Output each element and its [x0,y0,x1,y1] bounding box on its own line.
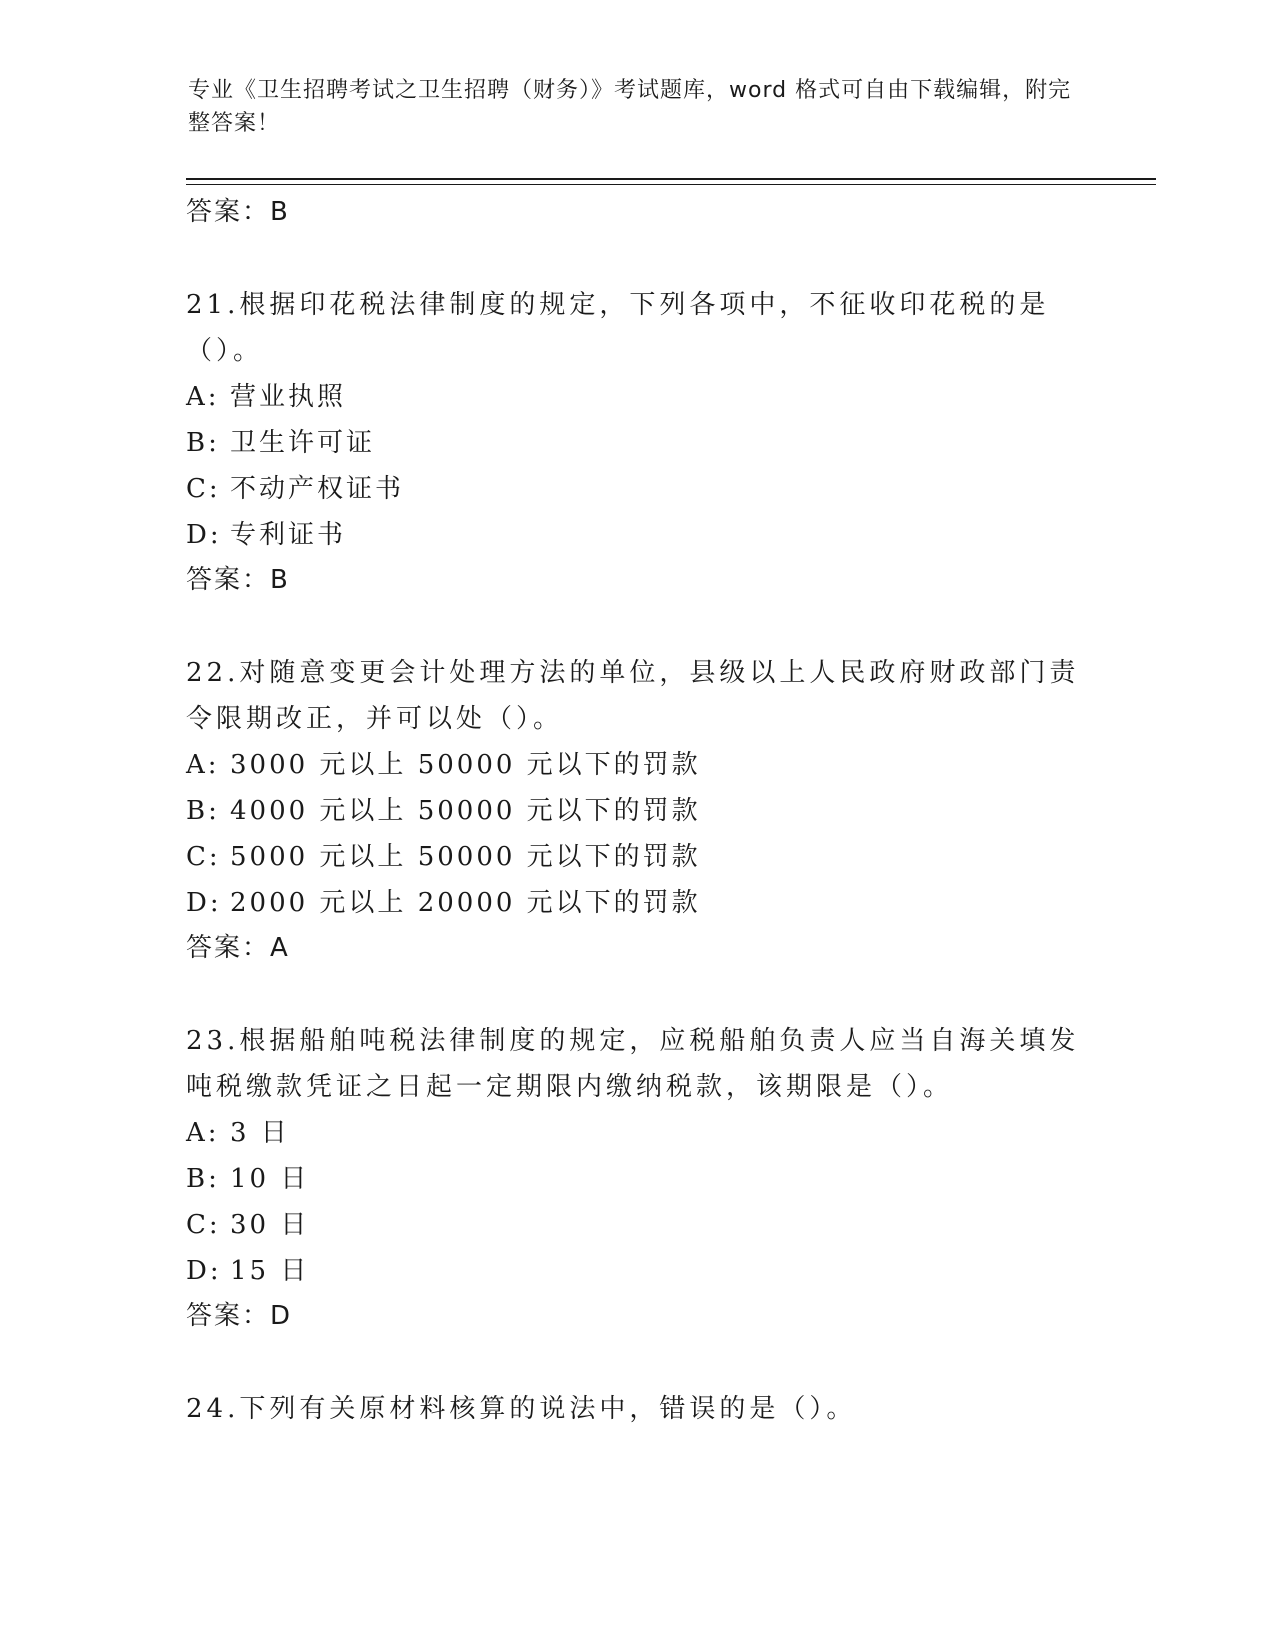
question-number: 23. [186,1026,240,1056]
option-letter: C: [186,1210,221,1240]
answer-value: A [270,933,288,963]
option-d [186,512,1086,558]
question-number: 21. [186,290,240,320]
option-letter: C: [186,474,221,504]
option-text: 30 日 [230,1210,310,1240]
header-divider-thin [186,184,1156,185]
option-d [186,1248,1086,1294]
option-letter: B: [186,428,220,458]
option-text: 卫生许可证 [230,428,376,458]
option-letter: D: [186,520,222,550]
question-text [186,1386,1086,1432]
question-stem: 下列有关原材料核算的说法中，错误的是（）。 [239,1394,857,1424]
answer-label: 答案： [186,565,271,595]
answer-value: B [270,197,288,227]
option-c [186,834,1086,880]
option-letter: D: [186,1256,222,1286]
option-text: 5000 元以上 50000 元以下的罚款 [230,842,701,872]
question-text [186,650,1086,742]
answer-label: 答案： [186,933,271,963]
answer-value: D [270,1301,291,1331]
option-b [186,420,1086,466]
question-stem: 对随意变更会计处理方法的单位，县级以上人民政府财政部门责令限期改正，并可以处（）。 [186,658,1080,734]
option-a [186,1110,1086,1156]
option-letter: C: [186,842,221,872]
option-text: 营业执照 [230,382,347,412]
answer-line [186,190,1086,234]
option-d [186,880,1086,926]
answer-label: 答案： [186,197,271,227]
question-text [186,282,1086,374]
option-letter: D: [186,888,222,918]
option-letter: A: [186,750,220,780]
option-letter: A: [186,1118,220,1148]
question-21 [186,282,1086,602]
question-stem: 根据印花税法律制度的规定，下列各项中，不征收印花税的是（）。 [186,290,1050,366]
option-text: 2000 元以上 20000 元以下的罚款 [230,888,701,918]
option-letter: B: [186,1164,220,1194]
answer-line [186,1294,1086,1338]
answer-label: 答案： [186,1301,271,1331]
question-list [186,190,1086,1432]
question-text [186,1018,1086,1110]
question-24 [186,1386,1086,1432]
option-letter: B: [186,796,220,826]
answer-line [186,558,1086,602]
question-stem: 根据船舶吨税法律制度的规定，应税船舶负责人应当自海关填发吨税缴款凭证之日起一定期限内缴纳税款，该期限是（）。 [186,1026,1080,1102]
option-b [186,1156,1086,1202]
option-text: 3000 元以上 50000 元以下的罚款 [230,750,701,780]
option-text: 3 日 [230,1118,290,1148]
option-b [186,788,1086,834]
option-letter: A: [186,382,220,412]
question-23 [186,1018,1086,1338]
answer-line [186,926,1086,970]
header-divider [186,178,1156,180]
option-text: 4000 元以上 50000 元以下的罚款 [230,796,701,826]
answer-value: B [270,565,288,595]
option-a [186,374,1086,420]
option-text: 专利证书 [230,520,347,550]
question-number: 22. [186,658,240,688]
option-text: 15 日 [230,1256,310,1286]
question-number: 24. [186,1394,240,1424]
option-c [186,466,1086,512]
option-text: 10 日 [230,1164,310,1194]
option-text: 不动产权证书 [230,474,405,504]
document-header: 专业《卫生招聘考试之卫生招聘（财务）》考试题库，word 格式可自由下载编辑，附完整答案！ [188,78,1072,136]
question-22 [186,650,1086,970]
option-c [186,1202,1086,1248]
option-a [186,742,1086,788]
